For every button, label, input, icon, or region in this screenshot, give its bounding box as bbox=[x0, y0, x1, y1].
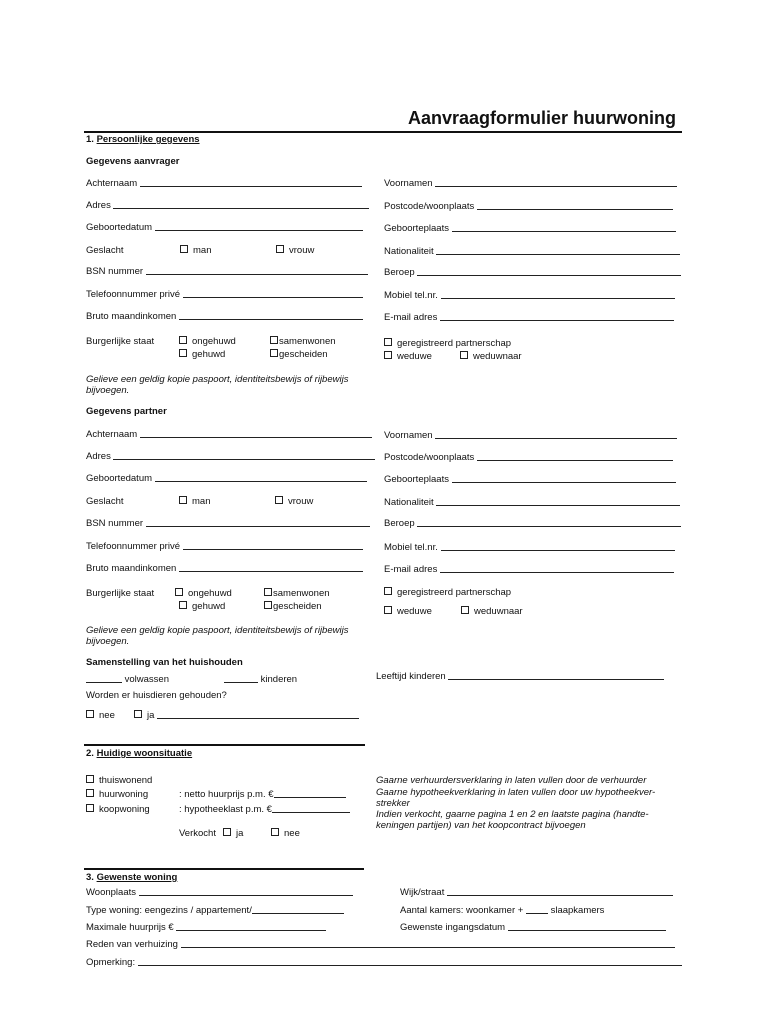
ingangsdatum-field[interactable]: Gewenste ingangsdatum bbox=[400, 922, 666, 933]
instruction-line1: Gaarne verhuurdersverklaring in laten vullen door de verhuurder bbox=[376, 775, 647, 786]
instruction-line4: Indien verkocht, gaarne pagina 1 en 2 en laatste pagina (handte- bbox=[376, 809, 649, 820]
geboortedatum-field[interactable]: Geboortedatum bbox=[86, 222, 363, 233]
huisdieren-ja-checkbox[interactable]: ja bbox=[134, 710, 359, 721]
partnerschap-checkbox[interactable]: geregistreerd partnerschap bbox=[384, 338, 511, 349]
partner-email-field[interactable]: E-mail adres bbox=[384, 564, 674, 575]
section1-heading: 1. Persoonlijke gegevens bbox=[86, 134, 200, 145]
partner-beroep-field[interactable]: Beroep bbox=[384, 518, 681, 529]
instruction-line5: keningen partijen) van het koopcontract bijvoegen bbox=[376, 820, 586, 831]
man-checkbox[interactable]: man bbox=[180, 245, 211, 256]
maximale-huurprijs-field[interactable]: Maximale huurprijs € bbox=[86, 922, 326, 933]
partner-ongehuwd-checkbox[interactable]: ongehuwd bbox=[175, 588, 232, 599]
beroep-field[interactable]: Beroep bbox=[384, 267, 681, 278]
section3-separator bbox=[84, 868, 364, 870]
partner-mobiel-field[interactable]: Mobiel tel.nr. bbox=[384, 542, 675, 553]
type-woning-field[interactable]: Type woning: eengezins / appartement/ bbox=[86, 905, 344, 916]
partner-telefoon-field[interactable]: Telefoonnummer privé bbox=[86, 541, 363, 552]
partner-weduwe-checkbox[interactable]: weduwe bbox=[384, 606, 432, 617]
wijk-straat-field[interactable]: Wijk/straat bbox=[400, 887, 673, 898]
koopwoning-checkbox[interactable]: koopwoning bbox=[86, 804, 150, 815]
partner-weduwnaar-checkbox[interactable]: weduwnaar bbox=[461, 606, 523, 617]
reden-verhuizing-field[interactable]: Reden van verhuizing bbox=[86, 939, 675, 950]
opmerking-field[interactable]: Opmerking: bbox=[86, 957, 682, 968]
huurprijs-field[interactable]: : netto huurprijs p.m. € bbox=[179, 789, 346, 800]
partner-geboortedatum-field[interactable]: Geboortedatum bbox=[86, 473, 367, 484]
huisdieren-nee-checkbox[interactable]: nee bbox=[86, 710, 115, 721]
section2-heading: 2. Huidige woonsituatie bbox=[86, 748, 193, 759]
kinderen-field[interactable]: kinderen bbox=[224, 674, 297, 685]
huurwoning-checkbox[interactable]: huurwoning bbox=[86, 789, 148, 800]
thuiswonend-checkbox[interactable]: thuiswonend bbox=[86, 775, 152, 786]
weduwnaar-checkbox[interactable]: weduwnaar bbox=[460, 351, 522, 362]
gescheiden-checkbox[interactable]: gescheiden bbox=[270, 349, 328, 360]
aantal-kamers-field[interactable]: Aantal kamers: woonkamer + slaapkamers bbox=[400, 905, 605, 916]
email-field[interactable]: E-mail adres bbox=[384, 312, 674, 323]
gehuwd-checkbox[interactable]: gehuwd bbox=[179, 349, 225, 360]
postcode-field[interactable]: Postcode/woonplaats bbox=[384, 201, 673, 212]
section2-separator bbox=[84, 744, 365, 746]
nationaliteit-field[interactable]: Nationaliteit bbox=[384, 246, 680, 257]
samenwonen-checkbox[interactable]: samenwonen bbox=[270, 336, 336, 347]
burgerlijke-staat-label: Burgerlijke staat bbox=[86, 336, 155, 347]
verkocht-nee-checkbox[interactable]: nee bbox=[271, 828, 300, 839]
ongehuwd-checkbox[interactable]: ongehuwd bbox=[179, 336, 236, 347]
partner-samenwonen-checkbox[interactable]: samenwonen bbox=[264, 588, 330, 599]
partner-postcode-field[interactable]: Postcode/woonplaats bbox=[384, 452, 673, 463]
household-heading: Samenstelling van het huishouden bbox=[86, 657, 243, 668]
weduwe-checkbox[interactable]: weduwe bbox=[384, 351, 432, 362]
section3-heading: 3. Gewenste woning bbox=[86, 872, 178, 883]
partner-adres-field[interactable]: Adres bbox=[86, 451, 375, 462]
partner-heading: Gegevens partner bbox=[86, 406, 167, 417]
partner-gehuwd-checkbox[interactable]: gehuwd bbox=[179, 601, 225, 612]
title-underline bbox=[84, 131, 682, 133]
id-note-line1: Gelieve een geldig kopie paspoort, identiteitsbewijs of rijbewijs bbox=[86, 374, 349, 385]
partner-bsn-field[interactable]: BSN nummer bbox=[86, 518, 370, 529]
partner-vrouw-checkbox[interactable]: vrouw bbox=[275, 496, 313, 507]
id-note-line2: bijvoegen. bbox=[86, 385, 130, 396]
adres-field[interactable]: Adres bbox=[86, 200, 369, 211]
applicant-heading: Gegevens aanvrager bbox=[86, 156, 180, 167]
hypotheeklast-field[interactable]: : hypotheeklast p.m. € bbox=[179, 804, 350, 815]
partner-inkomen-field[interactable]: Bruto maandinkomen bbox=[86, 563, 363, 574]
volwassen-field[interactable]: volwassen bbox=[86, 674, 169, 685]
instruction-line3: strekker bbox=[376, 798, 410, 809]
mobiel-field[interactable]: Mobiel tel.nr. bbox=[384, 290, 675, 301]
inkomen-field[interactable]: Bruto maandinkomen bbox=[86, 311, 363, 322]
verkocht-ja-checkbox[interactable]: ja bbox=[223, 828, 243, 839]
partner-gescheiden-checkbox[interactable]: gescheiden bbox=[264, 601, 322, 612]
achternaam-field[interactable]: Achternaam bbox=[86, 178, 362, 189]
instruction-line2: Gaarne hypotheekverklaring in laten vullen door uw hypotheekver- bbox=[376, 787, 656, 798]
woonplaats-field[interactable]: Woonplaats bbox=[86, 887, 353, 898]
partner-geslacht-label: Geslacht bbox=[86, 496, 124, 507]
geboorteplaats-field[interactable]: Geboorteplaats bbox=[384, 223, 676, 234]
partner-achternaam-field[interactable]: Achternaam bbox=[86, 429, 372, 440]
partner-id-note-line1: Gelieve een geldig kopie paspoort, identiteitsbewijs of rijbewijs bbox=[86, 625, 349, 636]
huisdieren-question: Worden er huisdieren gehouden? bbox=[86, 690, 227, 701]
leeftijd-kinderen-field[interactable]: Leeftijd kinderen bbox=[376, 671, 664, 682]
partner-partnerschap-checkbox[interactable]: geregistreerd partnerschap bbox=[384, 587, 511, 598]
vrouw-checkbox[interactable]: vrouw bbox=[276, 245, 314, 256]
verkocht-label: Verkocht bbox=[179, 828, 216, 839]
partner-voornamen-field[interactable]: Voornamen bbox=[384, 430, 677, 441]
partner-nationaliteit-field[interactable]: Nationaliteit bbox=[384, 497, 680, 508]
partner-geboorteplaats-field[interactable]: Geboorteplaats bbox=[384, 474, 676, 485]
bsn-field[interactable]: BSN nummer bbox=[86, 266, 368, 277]
partner-man-checkbox[interactable]: man bbox=[179, 496, 210, 507]
geslacht-label: Geslacht bbox=[86, 245, 124, 256]
telefoon-field[interactable]: Telefoonnummer privé bbox=[86, 289, 363, 300]
voornamen-field[interactable]: Voornamen bbox=[384, 178, 677, 189]
partner-id-note-line2: bijvoegen. bbox=[86, 636, 130, 647]
page-title: Aanvraagformulier huurwoning bbox=[408, 108, 677, 128]
partner-burgerlijke-staat-label: Burgerlijke staat bbox=[86, 588, 155, 599]
